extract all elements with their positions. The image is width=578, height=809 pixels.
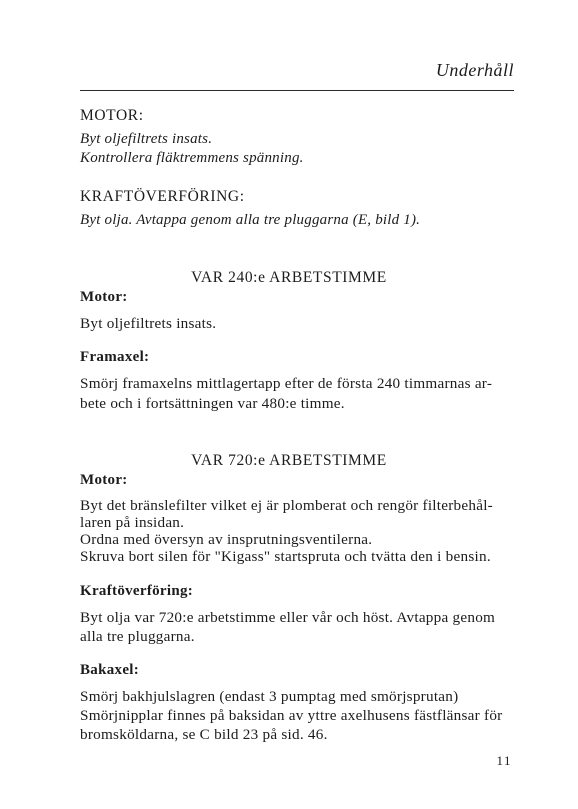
body-line: alla tre pluggarna. <box>80 628 195 645</box>
running-head: Underhåll <box>435 60 514 80</box>
body-line: laren på insidan. <box>80 514 185 531</box>
body-line: Smörj framaxelns mittlagertapp efter de första 240 timmarnas ar- <box>80 375 493 392</box>
framaxel-subheading: Framaxel: <box>80 349 150 365</box>
motor-subheading: Motor: <box>80 472 128 488</box>
kraftoverforing-heading: KRAFTÖVERFÖRING: <box>80 188 245 205</box>
body-line: Skruva bort silen för "Kigass" startspruta och tvätta den i bensin. <box>80 548 491 565</box>
body-line: Ordna med översyn av insprutningsventilerna. <box>80 531 373 548</box>
kraftoverforing-subheading: Kraftöverföring: <box>80 583 194 599</box>
body-line: Smörjnipplar finnes på baksidan av yttre axelhusens fästflänsar för <box>80 707 503 724</box>
page-number: 11 <box>496 753 512 768</box>
kraftoverforing-line: Byt olja. Avtappa genom alla tre pluggarna (E, bild 1). <box>80 212 421 228</box>
motor-subheading: Motor: <box>80 289 128 305</box>
motor-line: Byt oljefiltrets insats. <box>80 131 213 147</box>
bakaxel-subheading: Bakaxel: <box>80 662 140 678</box>
header-rule <box>80 90 514 91</box>
body-line: Smörj bakhjulslagren (endast 3 pumptag med smörjsprutan) <box>80 688 459 705</box>
motor-heading: MOTOR: <box>80 107 144 124</box>
section-heading-720: VAR 720:e ARBETSTIMME <box>191 452 387 469</box>
body-line: bromsköldarna, se C bild 23 på sid. 46. <box>80 726 328 743</box>
body-line: bete och i fortsättningen var 480:e timme. <box>80 395 345 412</box>
motor-line: Kontrollera fläktremmens spänning. <box>80 150 304 166</box>
body-line: Byt oljefiltrets insats. <box>80 315 217 332</box>
section-heading-240: VAR 240:e ARBETSTIMME <box>191 269 387 286</box>
body-line: Byt det bränslefilter vilket ej är plomberat och rengör filterbehål- <box>80 497 493 514</box>
body-line: Byt olja var 720:e arbetstimme eller vår och höst. Avtappa genom <box>80 609 496 626</box>
